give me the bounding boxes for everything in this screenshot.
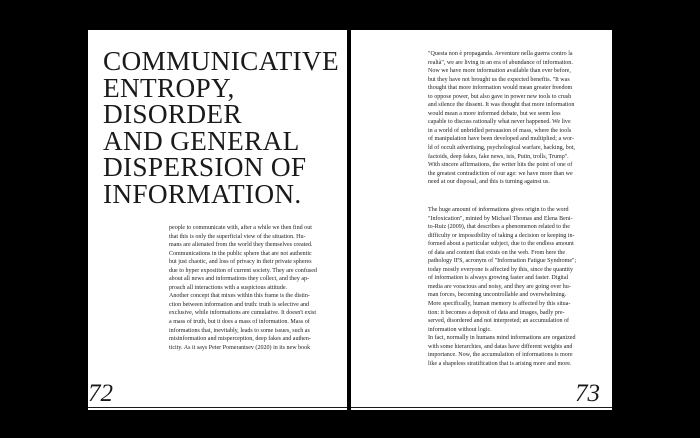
text-line: factoids, deep fakes, fake news, isis, Putin, trolls, Trump". bbox=[428, 153, 569, 160]
text-line: with some hierarchies, and datas have different weights and bbox=[428, 343, 573, 350]
text-line: formed about a particular subject, due to the endless amount bbox=[428, 241, 574, 248]
text-line: Another concept that mixes within this frame is the distin- bbox=[169, 293, 310, 300]
text-line: the greatest contradiction of our age: we have more than we bbox=[428, 170, 573, 177]
text-line: In fact, normally in humans mind informations are organized bbox=[428, 335, 576, 342]
text-line: difficulty or impossibility of taking a decision or keeping in- bbox=[428, 232, 575, 239]
text-line: "Questa non è propaganda. Avventure nella guerra contro la bbox=[428, 51, 573, 57]
text-line: today mostly everyone is affected by this, since the quantity bbox=[428, 266, 573, 273]
title-line: INFORMATION. bbox=[103, 178, 302, 209]
text-line: people to communicate with, after a while we then find out bbox=[169, 225, 312, 231]
right-paragraph-1 bbox=[428, 50, 606, 187]
text-line: proach all interactions with a suspicious attitude. bbox=[169, 284, 288, 291]
text-line: importance. Now, the accumulation of informations is more bbox=[428, 352, 573, 359]
text-line: man forces, becoming uncontrollable and overwhelming. bbox=[428, 292, 567, 299]
text-line: to-Ruiz (2009), that describes a phenomenon related to the bbox=[428, 224, 570, 231]
text-line: informations that, inevitably, leads to some issues, such as bbox=[169, 327, 310, 334]
text-line: capable to discuss rationally what never happened. We live bbox=[428, 119, 571, 126]
page-number-right: 73 bbox=[575, 380, 600, 407]
right-page bbox=[351, 30, 612, 410]
text-line: mans are alienated from the world they themselves created. bbox=[169, 242, 313, 249]
text-line: but they have not brought us the expected benefits. "It was bbox=[428, 76, 570, 83]
left-body-text bbox=[169, 224, 343, 352]
text-line: of manipulation have been developed and multiplied; a wor- bbox=[428, 136, 574, 143]
text-line: to oppose power, but also gave in power new tools to crush bbox=[428, 93, 572, 100]
page-number-left: 72 bbox=[88, 380, 113, 407]
text-line: of data and content that exists on the web. From here the bbox=[428, 249, 566, 256]
text-line: due to hyper exposition of current society. They are confused bbox=[169, 267, 317, 274]
text-line: about all news and informations they collect, and they ap- bbox=[169, 276, 310, 283]
text-line: media are voracious and noisy, and they are going over hu- bbox=[428, 283, 571, 290]
right-paragraph-2 bbox=[428, 206, 606, 368]
text-line: misinformation and misperception, deep fakes and authen- bbox=[169, 336, 311, 343]
title-line: COMMUNICATIVE bbox=[103, 46, 339, 76]
title-line: DISORDER bbox=[103, 99, 242, 130]
text-line: tion: it becomes a deposit of data and images, badly pre- bbox=[428, 309, 565, 316]
text-line: "Infoxication", minted by Michael Thomas and Elena Beni- bbox=[428, 215, 573, 222]
text-line: a mass of truth, but it does a mass of information. Mass of bbox=[169, 319, 310, 326]
left-page bbox=[88, 30, 347, 410]
text-line: served, disordered and not interpreted; an accumulation of bbox=[428, 318, 570, 325]
text-line: in a world of unbridled persuasion of mass, where the tools bbox=[428, 127, 572, 134]
text-line: and silence the dissent. It was thought that more information bbox=[428, 102, 575, 109]
title-line: ENTROPY, bbox=[103, 72, 235, 103]
text-line: Communications in the public sphere that are not authentic bbox=[169, 250, 312, 257]
text-line: More specifically, human memory is affected by this situa- bbox=[428, 301, 571, 308]
text-line: but just chaotic, and loss of privacy in their private spheres bbox=[169, 259, 312, 266]
text-line: exclusive, while informations are cumulative. It doesn't exist bbox=[169, 310, 317, 317]
footer-rule-right bbox=[351, 407, 612, 408]
text-line: Now we have more information available than ever before, bbox=[428, 68, 571, 75]
text-line: would mean a more informed debate, but we seem less bbox=[428, 110, 561, 117]
text-line: pathology IFS, acronym of "Information Fatigue Syndrome"; bbox=[428, 258, 577, 265]
title-line: AND GENERAL bbox=[103, 125, 300, 156]
text-line: The huge amount of informations gives origin to the word bbox=[428, 207, 569, 213]
text-line: need at our disposal, and this is turning against us. bbox=[428, 179, 550, 186]
text-line: ction between information and truth: truth is selective and bbox=[169, 301, 310, 308]
text-line: like a shapeless stratification that is arising more and more. bbox=[428, 360, 572, 367]
text-line: information without logic. bbox=[428, 326, 492, 333]
text-line: that this is only the superficial view of the situation. Hu- bbox=[169, 233, 306, 240]
text-line: thought that more information would mean greater freedom bbox=[428, 85, 573, 92]
text-line: ticity. As it says Peter Pomerantsev (2020) in its new book bbox=[169, 344, 311, 351]
chapter-title bbox=[103, 48, 343, 208]
text-line: ld of occult advertising, psychological warfare, hacking, bot, bbox=[428, 145, 575, 152]
text-line: realtà", we are living in an era of abundance of information. bbox=[428, 59, 573, 66]
title-line: DISPERSION OF bbox=[103, 152, 307, 183]
text-line: of information is always growing faster and faster. Digital bbox=[428, 275, 569, 282]
text-line: With sincere affirmations, the writer hits the point of one of bbox=[428, 162, 573, 169]
footer-rule-left bbox=[88, 407, 347, 408]
